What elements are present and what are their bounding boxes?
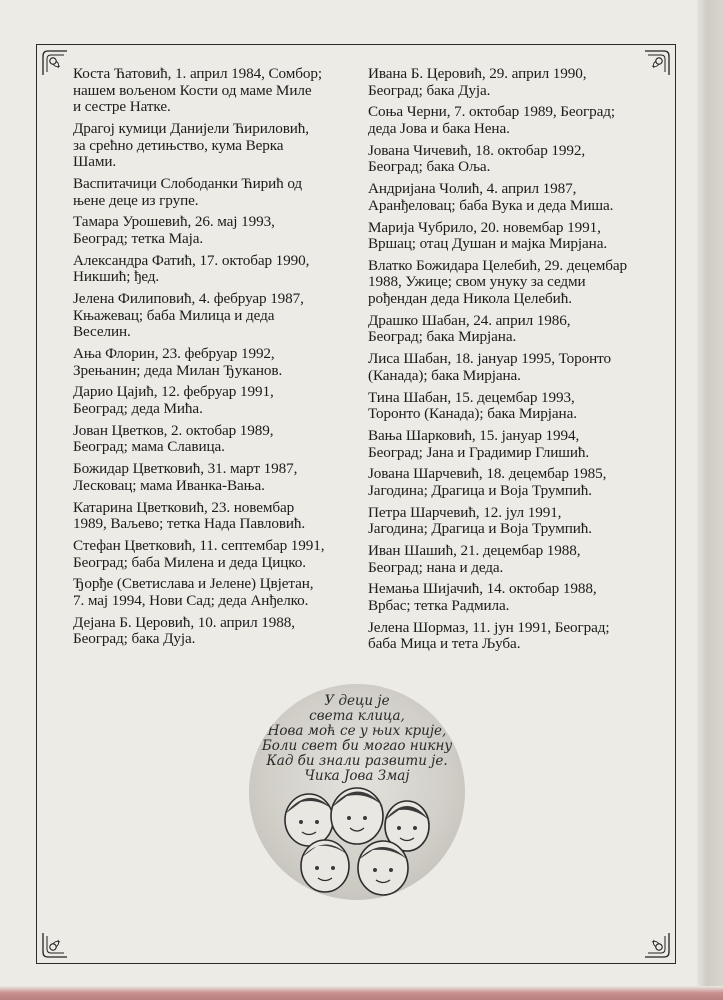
dedication-entry: Андријана Чолић, 4. април 1987, Аранђеловац; баба Вука и деда Миша. <box>368 180 614 214</box>
dedication-entry: Лиса Шабан, 18. јануар 1995, Торонто (Канада); бака Мирјана. <box>368 350 611 384</box>
dedication-entry: Соња Черни, 7. октобар 1989, Београд; деда Јова и бака Нена. <box>368 103 615 137</box>
corner-ornament-icon <box>40 48 70 78</box>
dedication-entry: Коста Ћатовић, 1. април 1984, Сомбор; нашем вољеном Кости од маме Миле и сестре Натке. <box>73 65 322 116</box>
dedication-entry: Јована Чичевић, 18. октобар 1992, Београд; бака Оља. <box>368 141 586 176</box>
dedications-right-column <box>368 66 650 658</box>
corner-ornament-icon <box>40 930 70 960</box>
dedication-entry: Ивана Б. Церовић, 29. април 1990, Београд; бака Дуја. <box>368 65 587 99</box>
dedication-entry: Иван Шашић, 21. децембар 1988, Београд; нана и деда. <box>368 542 581 576</box>
children-emblem <box>249 684 465 900</box>
dedication-entry: Тина Шабан, 15. децембар 1993, Торонто (Канада); бака Мирјана. <box>368 388 577 423</box>
emblem-line: Боли свет би могао никну <box>261 738 453 754</box>
emblem-line: Кад би знали развити је. <box>266 753 448 769</box>
dedication-entry: Јована Шарчевић, 18. децембар 1985, Јагодина; Драгица и Воја Трумпић. <box>368 465 607 499</box>
dedication-entry: Јован Цветков, 2. октобар 1989, Београд; мама Славица. <box>73 421 274 456</box>
dedication-entry: Јелена Филиповић, 4. фебруар 1987, Књажевац; баба Милица и деда Веселин. <box>73 290 304 341</box>
dedication-entry: Јелена Шормаз, 11. јун 1991, Београд; баба Мица и тета Љуба. <box>368 618 610 653</box>
dedication-entry: Влатко Божидара Целебић, 29. децембар 1988, Ужице; свом унуку за седми рођендан деда Никола Целебић. <box>368 256 628 308</box>
dedication-entry: Вања Шарковић, 15. јануар 1994, Београд; Јана и Градимир Глишић. <box>368 426 590 461</box>
dedication-entry: Васпитачици Слободанки Ћирић од њене деце из групе. <box>73 174 303 209</box>
dedication-entry: Стефан Цветковић, 11. септембар 1991, Београд; баба Милена и деда Цицко. <box>73 536 325 571</box>
dedication-entry: Ђорђе (Светислава и Јелене) Цвјетан, 7. мај 1994, Нови Сад; деда Анђелко. <box>73 575 314 609</box>
dedication-entry: Тамара Урошевић, 26. мај 1993, Београд; тетка Маја. <box>73 213 275 247</box>
page-edge <box>697 0 723 1000</box>
emblem-line: Чика Јова Змај <box>304 768 410 784</box>
children-faces-illustration <box>249 780 465 900</box>
dedications-left-column <box>73 66 355 653</box>
dedication-entry: Драгој кумици Данијели Ћириловић, за срећно детињство, кума Верка Шами. <box>73 119 309 171</box>
corner-ornament-icon <box>642 930 672 960</box>
dedication-entry: Драшко Шабан, 24. април 1986, Београд; бака Мирјана. <box>368 311 571 346</box>
dedication-entry: Божидар Цветковић, 31. март 1987, Лесковац; мама Иванка-Вања. <box>73 460 298 494</box>
dedication-entry: Дејана Б. Церовић, 10. април 1988, Београд; бака Дуја. <box>73 613 295 648</box>
dedication-entry: Дарио Цајић, 12. фебруар 1991, Београд; деда Мића. <box>73 383 274 417</box>
dedication-entry: Марија Чубрило, 20. новембар 1991, Вршац; отац Душан и мајка Мирјана. <box>368 218 608 253</box>
emblem-line: Нова моћ се у њих крије, <box>267 723 447 739</box>
dedication-entry: Катарина Цветковић, 23. новембар 1989, Ваљево; тетка Нада Павловић. <box>73 498 306 533</box>
dedication-entry: Ања Флорин, 23. фебруар 1992, Зрењанин; деда Милан Ђуканов. <box>73 345 283 379</box>
emblem-line: света клица, <box>309 708 405 724</box>
dedication-entry: Петра Шарчевић, 12. јул 1991, Јагодина; Драгица и Воја Трумпић. <box>368 503 592 538</box>
page-edge-bottom <box>0 986 723 1000</box>
emblem-verse <box>249 694 465 784</box>
emblem-line: У деци је <box>324 693 390 709</box>
dedication-entry: Александра Фатић, 17. октобар 1990, Никшић; ђед. <box>73 251 310 286</box>
dedication-entry: Немања Шијачић, 14. октобар 1988, Врбас; тетка Радмила. <box>368 580 597 615</box>
